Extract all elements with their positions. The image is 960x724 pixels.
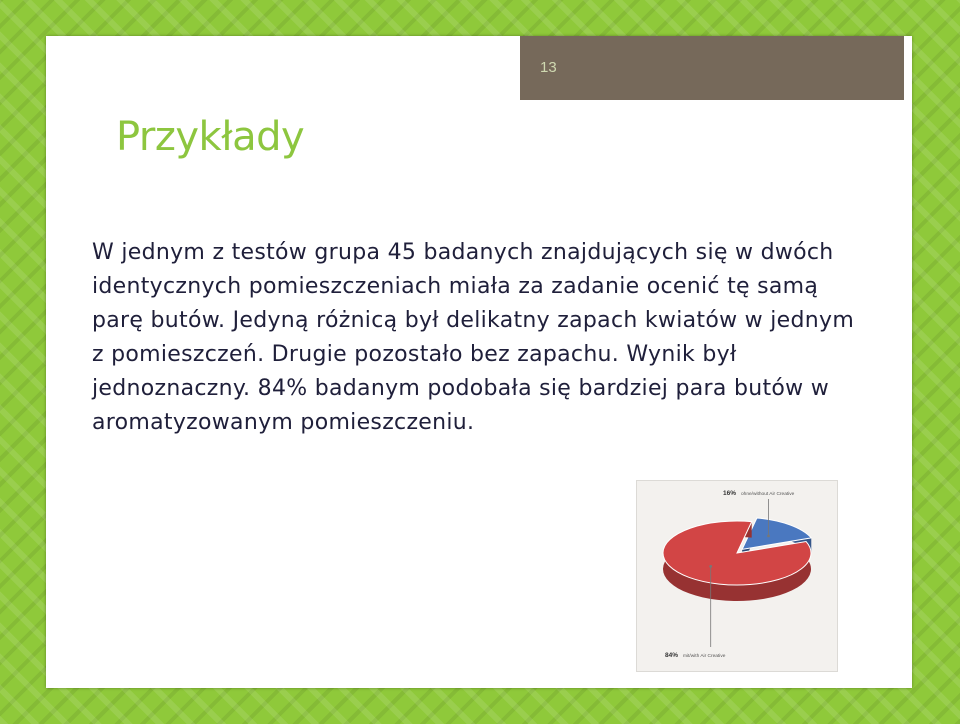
page-number-tab [520,36,904,100]
pie-slice-label-2: 84% [665,652,679,659]
pie-slice-label-1: 16% [723,490,737,497]
pie-slice-caption-1: ohne/without Air Creative [741,492,795,497]
slide-body-text: W jednym z testów grupa 45 badanych znajdujących się w dwóch identycznych pomieszczeniach miała za zadanie ocenić tę samą parę butów. Jedyną różnicą był delikatny zapach kwiatów w jednym z pomieszczeń. Drugie pozostało bez zapachu. Wynik był jednoznaczny. 84% badanym podobała się bardziej para butów w aromatyzowanym pomieszczeniu. [92,240,855,435]
pie-chart-image [636,480,838,672]
slide [46,36,912,688]
pie-chart [637,481,837,671]
pie-slice-caption-2: mit/with Air Creative [683,654,726,659]
slide-title: Przykłady [116,114,305,160]
page-number: 13 [540,59,557,76]
